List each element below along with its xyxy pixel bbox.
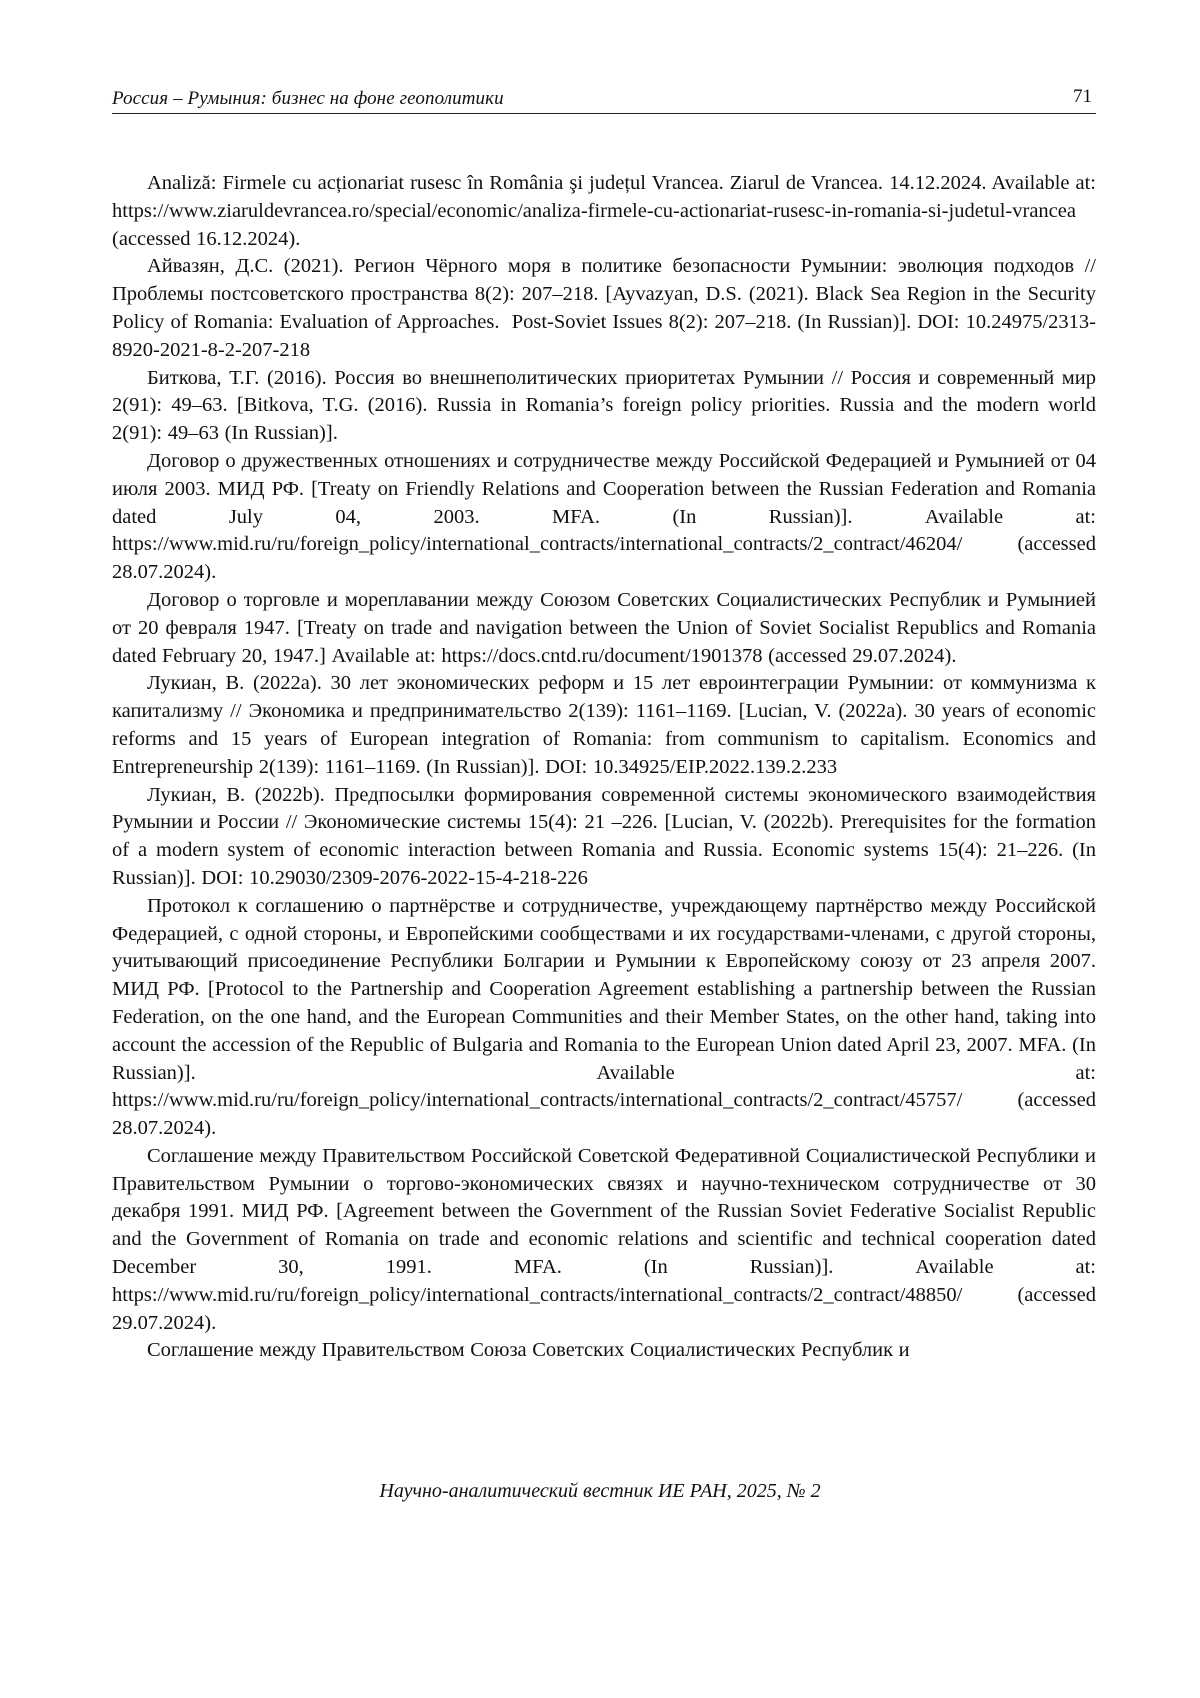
reference-list — [112, 170, 1102, 1365]
running-header — [112, 84, 1096, 114]
reference-item: Биткова, Т.Г. (2016). Россия во внешнеполитических приоритетах Румынии // Россия и современный мир 2(91): 49–63. [Bitkova, T.G. (2016). Russia in Romania’s foreign policy priorities. Russia and the modern world 2(91): 49–63 (In Russian)]. — [112, 366, 1102, 445]
running-title: Россия – Румыния: бизнес на фоне геополитики — [112, 88, 504, 109]
reference-item: Договор о дружественных отношениях и сотрудничестве между Российской Федерацией и Румынией от 04 июля 2003. МИД РФ. [Treaty on Friendly Relations and Cooperation between the Russian Federation and Romania dated July 04, 2003. MFA. (In Russian)]. Available at: https://www.mid.ru/ru/foreign_policy/international_contracts/international_contracts/2_contract/46204/ (accessed 28.07.2024). — [112, 449, 1102, 584]
reference-item: Лукиан, В. (2022b). Предпосылки формирования современной системы экономического взаимодействия Румынии и России // Экономические системы 15(4): 21 –226. [Lucian, V. (2022b). Prerequisites for the formation of a modern system of economic interaction between Romania and Russia. Economic systems 15(4): 21–226. (In Russian)]. DOI: 10.29030/2309-2076-2022-15-4-218-226 — [112, 783, 1102, 889]
reference-item: Analiză: Firmele cu acționariat rusesc în România şi județul Vrancea. Ziarul de Vrancea. 14.12.2024. Available at: https://www.ziaruldevrancea.ro/special/economic/analiza-firmele-cu-actionariat-rusesc-in-romania-si-judetul-vrancea (accessed 16.12.2024). — [112, 172, 1102, 250]
reference-item: Протокол к соглашению о партнёрстве и сотрудничестве, учреждающему партнёрство между Российской Федерацией, с одной стороны, и Европейскими сообществами и их государствами-членами, с другой стороны, учитывающий присоединение Республики Болгарии и Румынии к Европейскому союзу от 23 апреля 2007. МИД РФ. [Protocol to the Partnership and Cooperation Agreement establishing a partnership between the Russian Federation, on the one hand, and the European Communities and their Member States, on the other hand, taking into account the accession of the Republic of Bulgaria and Romania to the European Union dated April 23, 2007. MFA. (In Russian)]. Available at: https://www.mid.ru/ru/foreign_policy/international_contracts/international_contracts/2_contract/45757/ (accessed 28.07.2024). — [112, 894, 1102, 1140]
reference-item: Айвазян, Д.С. (2021). Регион Чёрного моря в политике безопасности Румынии: эволюция подходов // Проблемы постсоветского пространства 8(2): 207–218. [Ayvazyan, D.S. (2021). Black Sea Region in the Security Policy of Romania: Evaluation of Approaches. Post-Soviet Issues 8(2): 207–218. (In Russian)]. DOI: 10.24975/2313-8920-2021-8-2-207-218 — [112, 255, 1102, 361]
reference-item: Соглашение между Правительством Российской Советской Федеративной Социалистической Республики и Правительством Румынии о торгово-экономических связях и научно-техническом сотрудничестве от 30 декабря 1991. МИД РФ. [Agreement between the Government of the Russian Soviet Federative Socialist Republic and the Government of Romania on trade and economic relations and scientific and technical cooperation dated December 30, 1991. MFA. (In Russian)]. Available at: https://www.mid.ru/ru/foreign_policy/international_contracts/international_contracts/2_contract/48850/ (accessed 29.07.2024). — [112, 1144, 1102, 1334]
reference-item: Соглашение между Правительством Союза Советских Социалистических Республик и — [147, 1339, 910, 1362]
journal-footer: Научно-аналитический вестник ИЕ РАН, 2025, № 2 — [379, 1480, 821, 1502]
reference-item: Лукиан, В. (2022a). 30 лет экономических реформ и 15 лет евроинтеграции Румынии: от коммунизма к капитализму // Экономика и предпринимательство 2(139): 1161–1169. [Lucian, V. (2022a). 30 years of economic reforms and 15 years of European integration of Romania: from communism to capitalism. Economics and Entrepreneurship 2(139): 1161–1169. (In Russian)]. DOI: 10.34925/EIP.2022.139.2.233 — [112, 672, 1102, 778]
reference-item: Договор о торговле и мореплавании между Союзом Советских Социалистических Республик и Румынией от 20 февраля 1947. [Treaty on trade and navigation between the Union of Soviet Socialist Republics and Romania dated February 20, 1947.] Available at: https://docs.cntd.ru/document/1901378 (accessed 29.07.2024). — [112, 588, 1102, 667]
page-number: 71 — [1073, 86, 1092, 107]
